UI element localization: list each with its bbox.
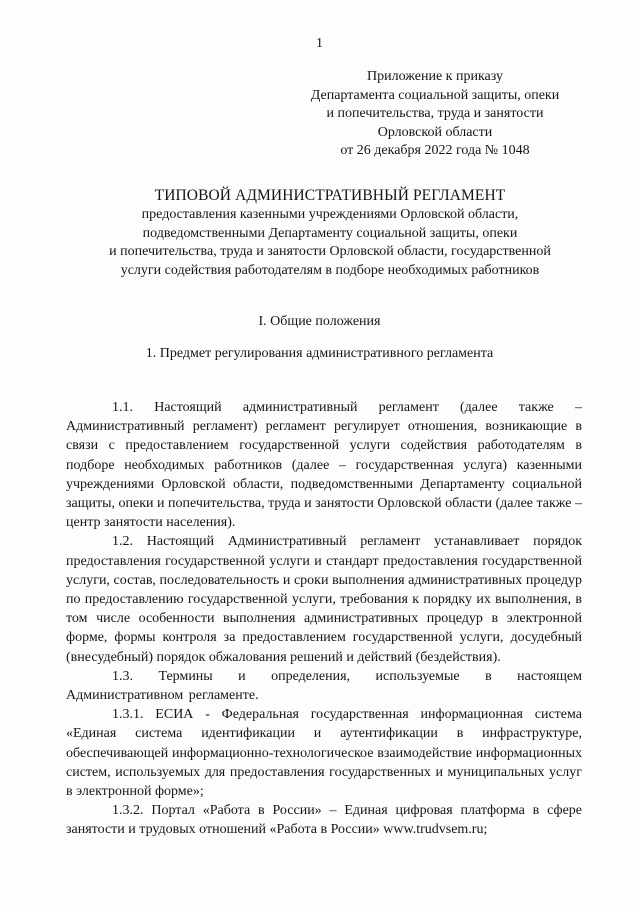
- subtitle-line: предоставления казенными учреждениями Орловской области,: [141, 207, 519, 222]
- paragraph-1-3: 1.3. Термины и определения, используемые в настоящем Административном регламенте.: [66, 668, 582, 704]
- document-subtitle: [60, 206, 600, 280]
- appendix-line: Приложение к приказу: [367, 69, 503, 84]
- subtitle-line: услуги содействия работодателям в подборе необходимых работников: [120, 262, 540, 278]
- paragraph-1-3-2: 1.3.2. Портал «Работа в России» – Единая цифровая платформа в сфере занятости и трудовых отношений «Работа в России» www.trudvsem.ru;: [66, 803, 582, 838]
- subtitle-line: подведомственными Департаменту социальной защиты, опеки: [142, 225, 518, 241]
- appendix-line: и попечительства, труда и занятости: [326, 106, 544, 121]
- appendix-line: от 26 декабря 2022 года № 1048: [340, 143, 530, 158]
- subtitle-line: и попечительства, труда и занятости Орловской области, государственной: [109, 244, 551, 259]
- subsection-heading: 1. Предмет регулирования административного регламента: [145, 346, 494, 361]
- appendix-line: Департамента социальной защиты, опеки: [310, 87, 560, 103]
- appendix-header: [300, 68, 570, 161]
- document-title: ТИПОВОЙ АДМИНИСТРАТИВНЫЙ РЕГЛАМЕНТ: [154, 187, 506, 204]
- section-heading: I. Общие положения: [258, 314, 381, 329]
- appendix-line: Орловской области: [377, 124, 493, 140]
- page-number: 1: [316, 36, 323, 51]
- paragraph-1-3-1: 1.3.1. ЕСИА - Федеральная государственная информационная система «Единая система идентификации и аутентификации в инфраструктуре, обеспечивающей информационно-технологическое взаимодействие информационных систем, используемых для предоставления государственных и муниципальных услуг в электронной форме»;: [66, 707, 582, 800]
- paragraph-1-2: 1.2. Настоящий Административный регламент устанавливает порядок предоставления государственной услуги и стандарт предоставления государственной услуги, состав, последовательность и сроки выполнения административных процедур по предоставлению государственной услуги, требования к порядку их выполнения, в том числе особенности выполнения административных процедур в электронной форме, формы контроля за предоставлением государственной услуги, досудебный (внесудебный) порядок обжалования решений и действий (бездействия).: [66, 534, 582, 665]
- document-title-block: [60, 186, 600, 280]
- body-text: [66, 398, 582, 840]
- paragraph-1-1: 1.1. Настоящий административный регламент (далее также – Административный регламент) регламент регулирует отношения, возникающие в связи с предоставлением государственной услуги содействия работодателям в подборе необходимых работников (далее – государственная услуга) казенными учреждениями Орловской области, подведомственными Департаменту социальной защиты, опеки и попечительства, труда и занятости Орловской области (далее также – центр занятости населения).: [66, 400, 583, 531]
